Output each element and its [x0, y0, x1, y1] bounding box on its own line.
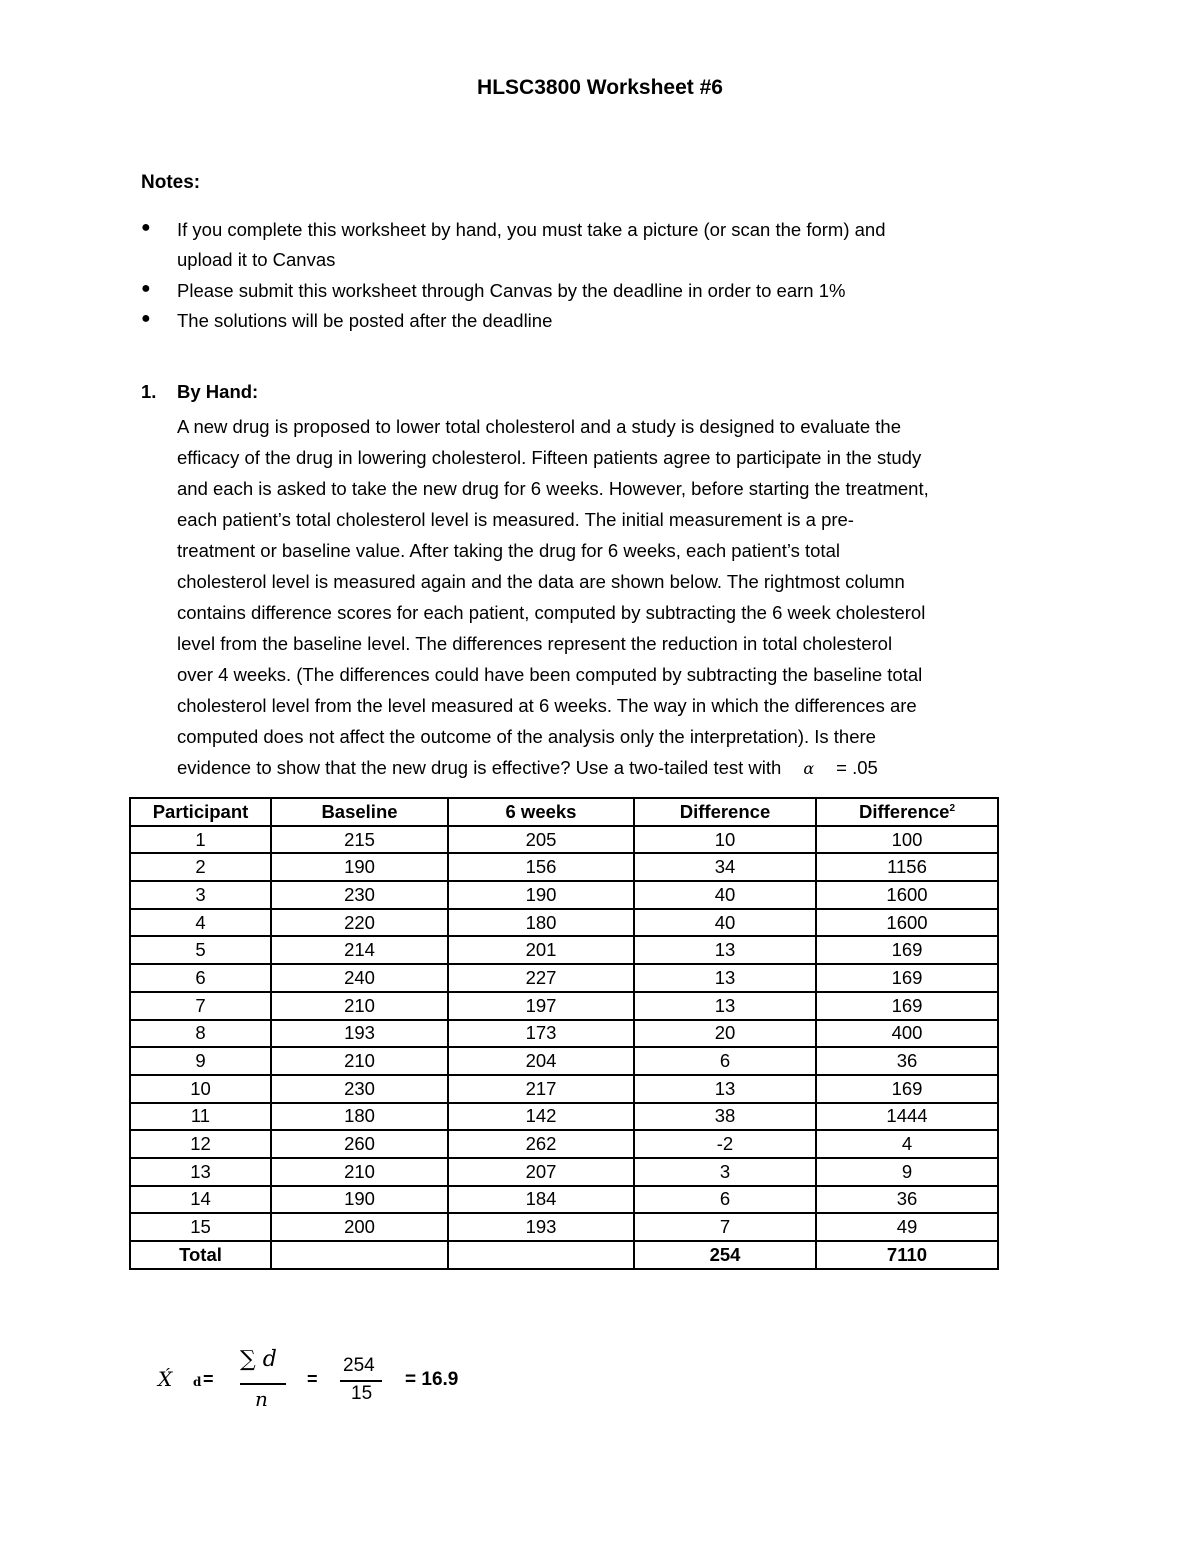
table-cell: 7: [130, 992, 271, 1020]
question-line: efficacy of the drug in lowering cholesterol. Fifteen patients agree to participate in the study: [177, 447, 922, 468]
table-cell: Total: [130, 1241, 271, 1269]
bullet-icon: ●: [141, 310, 151, 327]
table-cell: 3: [130, 881, 271, 909]
table-cell: 190: [448, 881, 634, 909]
table-cell: 230: [271, 881, 448, 909]
table-cell: 4: [816, 1130, 998, 1158]
table-cell: 10: [130, 1075, 271, 1103]
table-cell: [448, 1241, 634, 1269]
table-cell: 1: [130, 826, 271, 854]
table-cell: 400: [816, 1020, 998, 1048]
table-cell: 36: [816, 1047, 998, 1075]
notes-heading: Notes:: [141, 172, 201, 193]
table-cell: 12: [130, 1130, 271, 1158]
question-text: [177, 411, 929, 783]
table-cell: 197: [448, 992, 634, 1020]
question-line: cholesterol level from the level measured at 6 weeks. The way in which the differences are: [177, 695, 917, 716]
table-cell: [271, 1241, 448, 1269]
table-cell: 169: [816, 936, 998, 964]
table-row: [130, 853, 998, 881]
table-cell: 13: [634, 992, 816, 1020]
table-cell: 3: [634, 1158, 816, 1186]
table-cell: 204: [448, 1047, 634, 1075]
table-cell: 14: [130, 1186, 271, 1214]
table-cell: 220: [271, 909, 448, 937]
table-cell: 4: [130, 909, 271, 937]
table-cell: 6: [634, 1186, 816, 1214]
table-row: [130, 1047, 998, 1075]
table-row: [130, 964, 998, 992]
table-cell: 7110: [816, 1241, 998, 1269]
table-cell: 40: [634, 881, 816, 909]
table-cell: 184: [448, 1186, 634, 1214]
question-line: level from the baseline level. The differences represent the reduction in total cholesterol: [177, 633, 893, 654]
table-cell: 190: [271, 853, 448, 881]
table-row: [130, 1213, 998, 1241]
table-cell: 180: [271, 1103, 448, 1131]
table-cell: 240: [271, 964, 448, 992]
table-cell: -2: [634, 1130, 816, 1158]
table-cell: 5: [130, 936, 271, 964]
table-cell: 254: [634, 1241, 816, 1269]
table-cell: 169: [816, 992, 998, 1020]
question-line: A new drug is proposed to lower total cholesterol and a study is designed to evaluate the: [177, 416, 902, 437]
table-row: [130, 1158, 998, 1186]
question-line: over 4 weeks. (The differences could have been computed by subtracting the baseline total: [177, 664, 923, 685]
table-cell: 10: [634, 826, 816, 854]
table-cell: 217: [448, 1075, 634, 1103]
question-line: each patient’s total cholesterol level is measured. The initial measurement is a pre-: [177, 509, 854, 530]
table-cell: 9: [816, 1158, 998, 1186]
table-row: [130, 909, 998, 937]
table-cell: 190: [271, 1186, 448, 1214]
table-cell: 227: [448, 964, 634, 992]
table-row: [130, 1186, 998, 1214]
table-cell: 34: [634, 853, 816, 881]
table-row: [130, 1020, 998, 1048]
table-cell: 215: [271, 826, 448, 854]
table-cell: 6: [130, 964, 271, 992]
table-row: [130, 881, 998, 909]
table-row: [130, 1130, 998, 1158]
table-cell: 173: [448, 1020, 634, 1048]
page-title: HLSC3800 Worksheet #6: [477, 76, 723, 99]
table-cell: 262: [448, 1130, 634, 1158]
table-cell: 49: [816, 1213, 998, 1241]
table-cell: 205: [448, 826, 634, 854]
table-cell: 193: [448, 1213, 634, 1241]
table-cell: 13: [634, 1075, 816, 1103]
table-cell: 1444: [816, 1103, 998, 1131]
table-cell: 180: [448, 909, 634, 937]
question-line: contains difference scores for each patient, computed by subtracting the 6 week cholesterol: [177, 602, 926, 623]
table-cell: 142: [448, 1103, 634, 1131]
table-row: [130, 826, 998, 854]
table-row: [130, 1103, 998, 1131]
table-cell: 230: [271, 1075, 448, 1103]
table-cell: 6: [634, 1047, 816, 1075]
table-cell: 169: [816, 964, 998, 992]
table-cell: 207: [448, 1158, 634, 1186]
table-row: [130, 936, 998, 964]
question-line: evidence to show that the new drug is effective? Use a two-tailed test with α = .05: [177, 757, 878, 778]
table-cell: 260: [271, 1130, 448, 1158]
table-header-row: Participant Baseline 6 weeks Difference Difference$^2$: [130, 798, 998, 826]
table-row: [130, 1075, 998, 1103]
table-total-row: [130, 1241, 998, 1269]
table-cell: 169: [816, 1075, 998, 1103]
question-line: and each is asked to take the new drug for 6 weeks. However, before starting the treatment,: [177, 478, 929, 499]
bullet-icon: ●: [141, 219, 151, 236]
table-cell: 2: [130, 853, 271, 881]
table-cell: 7: [634, 1213, 816, 1241]
worksheet-page: HLSC3800 Worksheet #6 Notes: ● If you complete this worksheet by hand, you must take a picture (or scan the form) and upload it to Canvas ● Please submit this worksheet through Canvas by the deadline in order to earn 1% ● The solutions will be posted after the deadline 1. By Hand: A new drug is proposed to lower total cholesterol and a study is designed to evaluate the efficacy of the drug in lowering cholesterol. Fifteen patients agree to participate in the study and each is asked to take the new drug for 6 weeks. However, before starting the treatment, each patient’s total cholesterol level is measured. The initial measurement is a pre- treatment or baseline value. After taking the drug for 6 weeks, each patient’s total cholesterol level is measured again and the data are shown below. The rightmost column contains difference scores for each patient, computed by subtracting the 6 week cholesterol level from the baseline level. The differences represent the reduction in total cholesterol over 4 weeks. (The differences could have been computed by subtracting the baseline total cholesterol level from the level measured at 6 weeks. The way in which the differences are computed does not affect the outcome of the analysis only the interpretation). Is there evidence to show that the new drug is effective? Use a two-tailed test with α = .05 Participant Baseline 6 weeks Difference Difference$^2$ 1 215 205 10 100 2 190 156 34 1156 3 230 190 40 1600 4 220 180 40 1600 5 214 201 13 169 6 240 227 13 169 7 210 197 13 169 8 193 173 20 400 9 210 204 6 36 10 230 217 13 169 11 180 142 38 1444 12 260 262 -2 4 13 210 207 3 9 14 190 184 6 36 15 200 193 7 49 Total 254 7110 X́ d = ∑ d n = 254 15 = 16.9: [0, 0, 1200, 1553]
table-cell: 8: [130, 1020, 271, 1048]
bullet-icon: ●: [141, 280, 151, 297]
table-cell: 210: [271, 992, 448, 1020]
table-cell: 1156: [816, 853, 998, 881]
table-cell: 13: [130, 1158, 271, 1186]
table-cell: 15: [130, 1213, 271, 1241]
table-cell: 9: [130, 1047, 271, 1075]
table-cell: 13: [634, 936, 816, 964]
table-cell: 193: [271, 1020, 448, 1048]
table-cell: 214: [271, 936, 448, 964]
table-cell: 210: [271, 1047, 448, 1075]
table-cell: 38: [634, 1103, 816, 1131]
table-cell: 210: [271, 1158, 448, 1186]
table-cell: 36: [816, 1186, 998, 1214]
data-table: [129, 797, 999, 1270]
question-line: cholesterol level is measured again and the data are shown below. The rightmost column: [177, 571, 905, 592]
table-cell: 156: [448, 853, 634, 881]
table-row: [130, 992, 998, 1020]
table-cell: 11: [130, 1103, 271, 1131]
table-cell: 1600: [816, 909, 998, 937]
table-cell: 200: [271, 1213, 448, 1241]
table-cell: 20: [634, 1020, 816, 1048]
table-cell: 40: [634, 909, 816, 937]
alpha-symbol: α: [803, 759, 815, 778]
question-heading: 1. By Hand:: [141, 381, 259, 402]
question-line: computed does not affect the outcome of the analysis only the interpretation). Is there: [177, 726, 876, 747]
table-cell: 1600: [816, 881, 998, 909]
question-line: treatment or baseline value. After taking the drug for 6 weeks, each patient’s total: [177, 540, 840, 561]
table-cell: 201: [448, 936, 634, 964]
table-cell: 100: [816, 826, 998, 854]
table-cell: 13: [634, 964, 816, 992]
